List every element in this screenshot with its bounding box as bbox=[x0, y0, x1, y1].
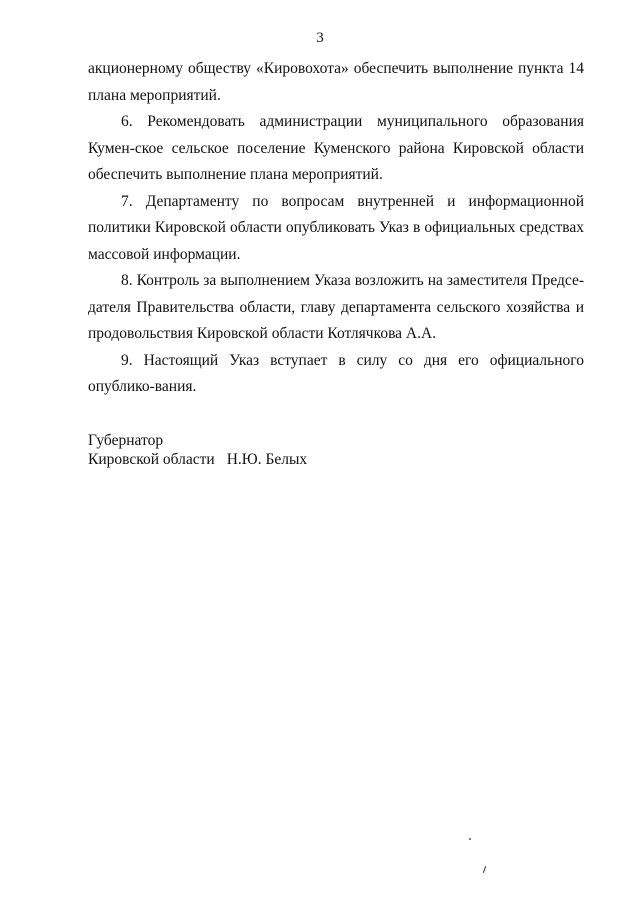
signatory-position: Губернатор bbox=[88, 432, 164, 449]
decree-body bbox=[88, 56, 584, 401]
paragraph-item-7: 7. Департаменту по вопросам внутренней и информационной политики Кировской области опубликовать Указ в официальных средствах массовой информации. bbox=[88, 192, 584, 263]
paragraph-item-9: 9. Настоящий Указ вступает в силу со дня его официального опублико-вания. bbox=[88, 351, 584, 395]
paragraph-item-8: 8. Контроль за выполнением Указа возложить на заместителя Предсе-дателя Правительства области, главу департамента сельского хозяйства и продовольствия Кировской области Котлячкова А.А. bbox=[88, 272, 584, 342]
paragraph-item-6: 6. Рекомендовать администрации муниципального образования Кумен-ское сельское поселение Куменского района Кировской области обеспечить выполнение плана мероприятий. bbox=[88, 113, 584, 183]
scan-speck bbox=[469, 838, 471, 840]
paragraph-continuation: акционерному обществу «Кировохота» обеспечить выполнение пункта 14 плана мероприятий. bbox=[88, 60, 584, 104]
scan-mark bbox=[483, 866, 486, 873]
signatory-line bbox=[88, 450, 307, 469]
signatory-name: Н.Ю. Белых bbox=[226, 451, 308, 468]
page-number: 3 bbox=[316, 30, 324, 46]
signature-block bbox=[88, 431, 307, 469]
signatory-region: Кировской области bbox=[88, 451, 215, 468]
